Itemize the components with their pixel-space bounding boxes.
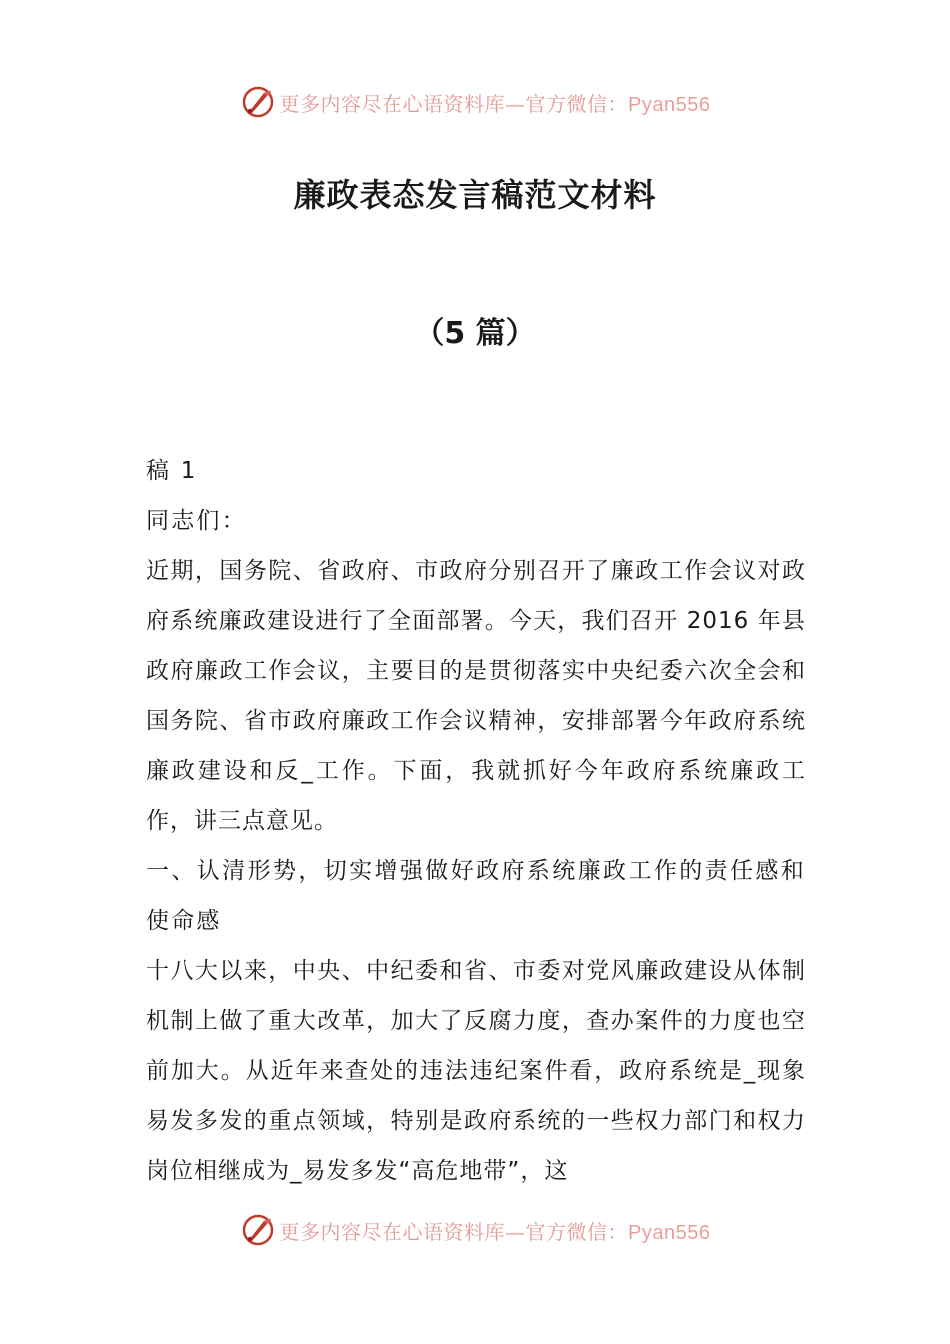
- section-label: 稿 1: [146, 458, 198, 484]
- section-heading-1: 一、认清形势，切实增强做好政府系统廉政工作的责任感和使命感: [146, 858, 806, 934]
- quill-logo-icon: [240, 1212, 276, 1248]
- watermark-banner-top: [0, 82, 950, 122]
- salutation: 同志们：: [146, 508, 247, 534]
- watermark-banner-bottom: [0, 1210, 950, 1250]
- document-body: [146, 446, 806, 1196]
- body-paragraph-intro: 近期，国务院、省政府、市政府分别召开了廉政工作会议对政府系统廉政建设进行了全面部署。今天，我们召开 2016 年县政府廉政工作会议，主要目的是贯彻落实中央纪委六次全会和国务院、省市政府廉政工作会议精神，安排部署今年政府系统廉政建设和反_工作。下面，我就抓好今年政府系统廉政工作，讲三点意见。: [146, 558, 806, 834]
- document-title: 廉政表态发言稿范文材料: [293, 176, 657, 214]
- quill-logo-icon: [240, 84, 276, 120]
- wechat-id: Pyan556: [628, 93, 711, 116]
- body-paragraph-1: 十八大以来，中央、中纪委和省、市委对党风廉政建设从体制机制上做了重大改革，加大了反腐力度，查办案件的力度也空前加大。从近年来查处的违法违纪案件看，政府系统是_现象易发多发的重点领域，特别是政府系统的一些权力部门和权力岗位相继成为_易发多发“高危地带”，这: [146, 958, 806, 1184]
- document-subtitle: （5 篇）: [414, 316, 536, 351]
- watermark-text: 更多内容尽在心语资料库—官方微信：Pyan556: [279, 1219, 711, 1244]
- wechat-id: Pyan556: [628, 1221, 711, 1244]
- watermark-text: 更多内容尽在心语资料库—官方微信：Pyan556: [279, 91, 711, 116]
